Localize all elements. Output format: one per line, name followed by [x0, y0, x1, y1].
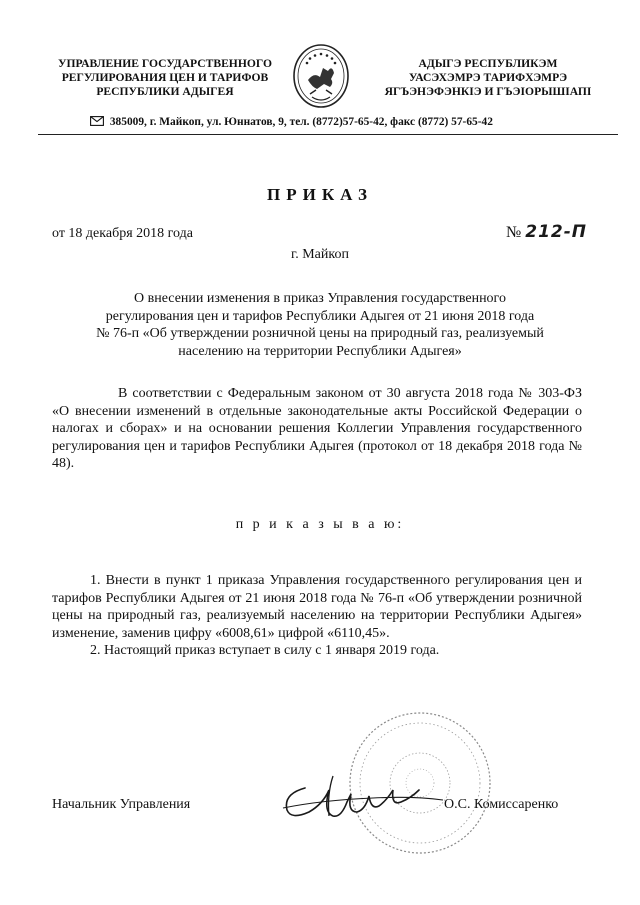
- document-title: ПРИКАЗ: [267, 185, 373, 204]
- preamble: [52, 385, 582, 473]
- header-left-line-2: РЕГУЛИРОВАНИЯ ЦЕН И ТАРИФОВ: [61, 71, 269, 84]
- signer-name: О.С. Комиссаренко: [444, 797, 559, 812]
- header-right-line-1: АДЫГЭ РЕСПУБЛИКЭМ: [418, 57, 558, 70]
- address-text: 385009, г. Майкоп, ул. Юннатов, 9, тел. (8772)57-65-42, факс (8772) 57-65-42: [109, 116, 493, 128]
- header-right-organization: [368, 57, 608, 99]
- handwritten-signature: [275, 768, 445, 828]
- header-right-line-3: ЯГЪЭНЭФЭНКIЭ И ГЪЭIОРЫШIАПI: [384, 85, 592, 98]
- subject-line-2: регулирования цен и тарифов Республики Адыгея от 21 июня 2018 года: [105, 308, 535, 324]
- document-number: [506, 222, 587, 242]
- subject-line-1: О внесении изменения в приказ Управления государственного: [134, 291, 506, 306]
- decree-word: п р и к а з ы в а ю:: [235, 517, 405, 532]
- envelope-icon: [90, 116, 104, 126]
- subject-line-4: населению на территории Республики Адыгея»: [178, 343, 462, 359]
- header-right-line-2: УАСЭХЭМРЭ ТАРИФХЭМРЭ: [408, 71, 568, 84]
- number-handwritten: 212-П: [525, 222, 588, 242]
- order-items: [52, 572, 582, 660]
- document-city: г. Майкоп: [291, 247, 349, 262]
- signer-title: Начальник Управления: [52, 797, 191, 812]
- coat-of-arms-icon: [290, 42, 352, 110]
- preamble-text: В соответствии с Федеральным законом от 30 августа 2018 года № 303-ФЗ «О внесении изменений в отдельные законодательные акты Российской Федерации о налогах и сборах» и на основании решения Коллегии Управления государственного регулирования цен и тарифов Республики Адыгея (протокол от 18 декабря 2018 года № 48).: [52, 386, 582, 472]
- number-prefix: №: [506, 224, 522, 241]
- document-subject: [60, 290, 580, 360]
- order-item-1: 1. Внести в пункт 1 приказа Управления государственного регулирования цен и тарифов Республики Адыгея от 21 июня 2018 года № 76-п «Об утверждении розничной цены на природный газ, реализуемый населению на территории Республики Адыгея» изменение, заменив цифру «6008,61» цифрой «6110,45».: [52, 573, 582, 641]
- subject-line-3: № 76-п «Об утверждении розничной цены на природный газ, реализуемый: [96, 326, 544, 341]
- header-left-line-1: УПРАВЛЕНИЕ ГОСУДАРСТВЕННОГО: [58, 57, 272, 70]
- header-left-line-3: РЕСПУБЛИКИ АДЫГЕЯ: [96, 85, 234, 98]
- document-date: от 18 декабря 2018 года: [52, 226, 193, 241]
- header-left-organization: [45, 57, 285, 99]
- order-item-2: 2. Настоящий приказ вступает в силу с 1 января 2019 года.: [90, 643, 440, 659]
- address-line: [90, 116, 560, 128]
- header-divider: [38, 134, 618, 135]
